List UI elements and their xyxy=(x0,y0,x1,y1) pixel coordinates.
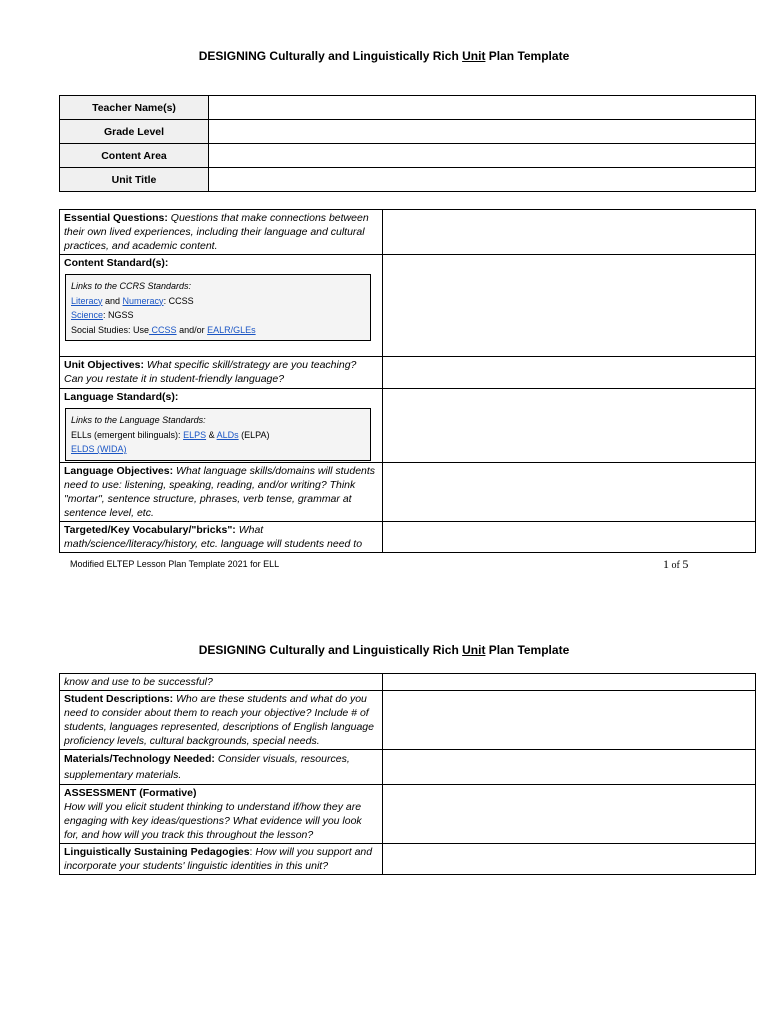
table-row xyxy=(60,844,756,875)
science-link[interactable]: Science xyxy=(71,310,104,320)
table-row xyxy=(60,785,756,844)
numeracy-link[interactable]: Numeracy xyxy=(122,295,164,306)
teacher-name-label: Teacher Name(s) xyxy=(60,96,209,120)
literacy-link[interactable]: Literacy xyxy=(71,295,103,306)
materials-response[interactable] xyxy=(383,750,756,785)
elds-wida-link[interactable]: ELDS (WIDA) xyxy=(71,444,127,454)
unit-title-field[interactable] xyxy=(209,168,756,192)
table-row xyxy=(60,144,756,168)
unit-title-label: Unit Title xyxy=(60,168,209,192)
grade-level-label: Grade Level xyxy=(60,120,209,144)
vocabulary-response[interactable] xyxy=(383,674,756,691)
language-standards-links-box: Links to the Language Standards: ELLs (emergent bilinguals): ELPS & ALDs (ELPA) ELDS (WIDA) xyxy=(65,408,371,461)
page-number: 1 of 5 xyxy=(663,557,689,571)
content-area-field[interactable] xyxy=(209,144,756,168)
grade-level-field[interactable] xyxy=(209,120,756,144)
unit-plan-table xyxy=(59,209,756,553)
vocabulary-continued-cell: know and use to be successful? xyxy=(60,674,383,691)
language-standards-cell: Language Standard(s): Links to the Language Standards: ELLs (emergent bilinguals): ELPS & ALDs (ELPA) ELDS (WIDA) xyxy=(60,389,383,463)
student-descriptions-cell: Student Descriptions: Who are these students and what do you need to consider about them to reach your objective? Include # of students, languages represented, descriptions of English language proficiency levels, cultural backgrounds, special needs. xyxy=(60,691,383,750)
table-row xyxy=(60,674,756,691)
table-row xyxy=(60,389,756,463)
language-standards-response[interactable] xyxy=(383,389,756,463)
content-standards-response[interactable] xyxy=(383,255,756,357)
table-row xyxy=(60,750,756,785)
ccss-link[interactable]: CCSS xyxy=(149,324,177,335)
table-row xyxy=(60,462,756,521)
linguistic-pedagogies-response[interactable] xyxy=(383,844,756,875)
ealr-gles-link[interactable]: EALR/GLEs xyxy=(207,324,256,335)
table-row xyxy=(60,210,756,255)
table-row xyxy=(60,255,756,357)
vocabulary-cell: Targeted/Key Vocabulary/"bricks": What math/science/literacy/history, etc. language will students need to xyxy=(60,521,383,552)
alds-link[interactable]: ALDs xyxy=(216,429,239,440)
table-row xyxy=(60,357,756,389)
student-descriptions-response[interactable] xyxy=(383,691,756,750)
table-row xyxy=(60,691,756,750)
essential-questions-response[interactable] xyxy=(383,210,756,255)
table-row xyxy=(60,120,756,144)
ccrs-links-box: Links to the CCRS Standards: Literacy and Numeracy: CCSS Science: NGSS Social Studies: Use CCSS and/or EALR/GLEs xyxy=(65,274,371,341)
unit-plan-table-continued xyxy=(59,673,756,875)
teacher-name-field[interactable] xyxy=(209,96,756,120)
footer-text: Modified ELTEP Lesson Plan Template 2021 for ELL xyxy=(70,559,280,569)
page-title: DESIGNING Culturally and Linguistically Rich Unit Plan Template xyxy=(198,49,570,63)
page-title: DESIGNING Culturally and Linguistically Rich Unit Plan Template xyxy=(198,643,570,657)
teacher-info-table xyxy=(59,95,756,192)
unit-objectives-cell: Unit Objectives: What specific skill/strategy are you teaching? Can you restate it in student-friendly language? xyxy=(60,357,383,389)
content-area-label: Content Area xyxy=(60,144,209,168)
linguistic-pedagogies-cell: Linguistically Sustaining Pedagogies: How will you support and incorporate your students' linguistic identities in this unit? xyxy=(60,844,383,875)
assessment-cell: ASSESSMENT (Formative) How will you elicit student thinking to understand if/how they are engaging with key ideas/questions? What evidence will you look for, and how will you track this throughout the lesson? xyxy=(60,785,383,844)
language-objectives-cell: Language Objectives: What language skills/domains will students need to use: listening, speaking, reading, and/or writing? Think "mortar", sentence structure, phrases, verb tense, grammar at sentence level, etc. xyxy=(60,462,383,521)
unit-objectives-response[interactable] xyxy=(383,357,756,389)
language-objectives-response[interactable] xyxy=(383,462,756,521)
materials-cell: Materials/Technology Needed: Consider visuals, resources, supplementary materials. xyxy=(60,750,383,785)
content-standards-cell: Content Standard(s): Links to the CCRS Standards: Literacy and Numeracy: CCSS Science: NGSS Social Studies: Use CCSS and/or EALR/GLEs xyxy=(60,255,383,357)
elps-link[interactable]: ELPS xyxy=(183,429,207,440)
assessment-response[interactable] xyxy=(383,785,756,844)
table-row xyxy=(60,521,756,552)
table-row xyxy=(60,96,756,120)
table-row xyxy=(60,168,756,192)
vocabulary-response[interactable] xyxy=(383,521,756,552)
essential-questions-cell: Essential Questions: Questions that make connections between their own lived experiences, including their language and cultural practices, and academic content. xyxy=(60,210,383,255)
